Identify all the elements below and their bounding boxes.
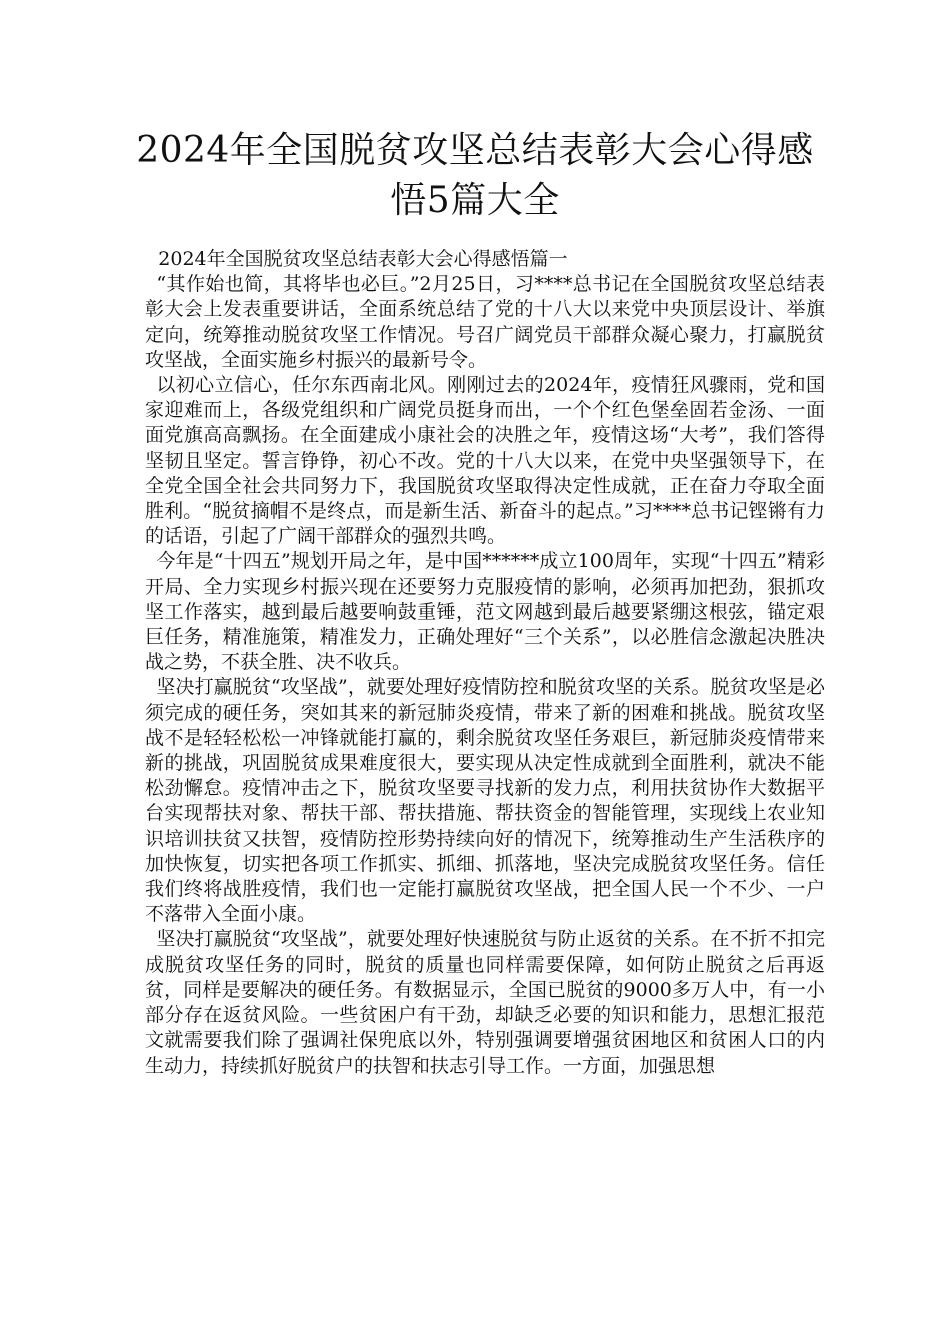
paragraph-4: 坚决打赢脱贫“攻坚战”，就要处理好疫情防控和脱贫攻坚的关系。脱贫攻坚是必须完成的硬任务，突如其来的新冠肺炎疫情，带来了新的困难和挑战。脱贫攻坚战不是轻轻松松一冲锋就能打赢的，剩余脱贫攻坚任务艰巨，新冠肺炎疫情带来新的挑战，巩固脱贫成果难度很大，要实现从决定性成就到全面胜利，就决不能松劲懈怠。疫情冲击之下，脱贫攻坚要寻找新的发力点，利用扶贫协作大数据平台实现帮扶对象、帮扶干部、帮扶措施、帮扶资金的智能管理，实现线上农业知识培训扶贫又扶智，疫情防控形势持续向好的情况下，统筹推动生产生活秩序的加快恢复，切实把各项工作抓实、抓细、抓落地，坚决完成脱贫攻坚任务。信任我们终将战胜疫情，我们也一定能打赢脱贫攻坚战，把全国人民一个不少、一户不落带入全面小康。 bbox=[145, 676, 825, 926]
document-body bbox=[145, 247, 825, 1079]
document-title bbox=[100, 126, 850, 226]
title-line-2: 悟5篇大全 bbox=[390, 180, 560, 221]
paragraph-1: “其作始也简，其将毕也必巨。”2月25日，习****总书记在全国脱贫攻坚总结表彰大会上发表重要讲话，全面系统总结了党的十八大以来党中央顶层设计、举旗定向，统筹推动脱贫攻坚工作情况。号召广阔党员干部群众凝心聚力，打赢脱贫攻坚战，全面实施乡村振兴的最新号令。 bbox=[145, 273, 825, 371]
paragraph-3: 今年是“十四五”规划开局之年，是中国******成立100周年，实现“十四五”精彩开局、全力实现乡村振兴现在还要努力克服疫情的影响，必须再加把劲，狠抓攻坚工作落实，越到最后越要响鼓重锤，范文网越到最后越要紧绷这根弦，锚定艰巨任务，精准施策，精准发力，正确处理好“三个关系”，以必胜信念激起决胜决战之势，不获全胜、决不收兵。 bbox=[145, 550, 825, 674]
paragraph-2: 以初心立信心，任尔东西南北风。刚刚过去的2024年，疫情狂风骤雨，党和国家迎难而上，各级党组织和广阔党员挺身而出，一个个红色堡垒固若金汤、一面面党旗高高飘扬。在全面建成小康社会的决胜之年，疫情这场“大考”，我们答得坚韧且坚定。誓言铮铮，初心不改。党的十八大以来，在党中央坚强领导下，在全党全国全社会共同努力下，我国脱贫攻坚取得决定性成就，正在奋力夺取全面胜利。“脱贫摘帽不是终点，而是新生活、新奋斗的起点。”习****总书记铿锵有力的话语，引起了广阔干部群众的强烈共鸣。 bbox=[145, 374, 825, 548]
title-line-1: 2024年全国脱贫攻坚总结表彰大会心得感 bbox=[136, 130, 814, 171]
section-subtitle: 2024年全国脱贫攻坚总结表彰大会心得感悟篇一 bbox=[158, 248, 568, 270]
paragraph-5: 坚决打赢脱贫“攻坚战”，就要处理好快速脱贫与防止返贫的关系。在不折不扣完成脱贫攻坚任务的同时，脱贫的质量也同样需要保障，如何防止脱贫之后再返贫，同样是要解决的硬任务。有数据显示，全国已脱贫的9000多万人中，有一小部分存在返贫风险。一些贫困户有干劲，却缺乏必要的知识和能力，思想汇报范文就需要我们除了强调社保兜底以外，特别强调要增强贫困地区和贫困人口的内生动力，持续抓好脱贫户的扶智和扶志引导工作。一方面，加强思想 bbox=[145, 928, 825, 1077]
